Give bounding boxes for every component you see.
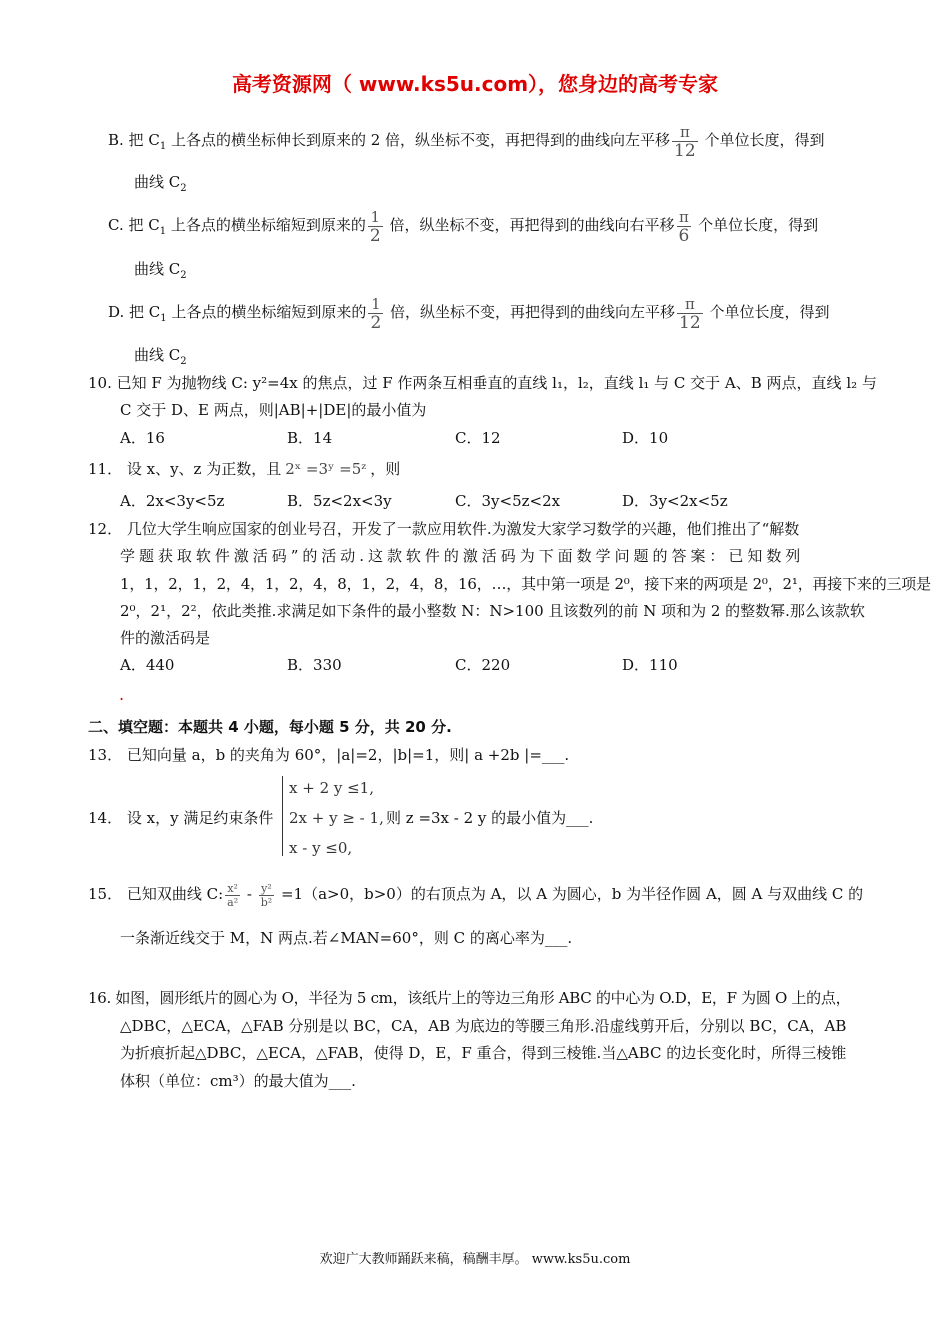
q9d-fraction-1: [368, 295, 383, 332]
q15-fraction-x: [225, 882, 240, 909]
q10-option-b: B．14: [287, 429, 333, 447]
q9d-cont: 曲线 C: [134, 346, 181, 364]
q15-f2-num: y²: [259, 882, 274, 896]
q12-line-3: 1，1，2，1，2，4，1，2，4，8，1，2，4，8，16，…，其中第一项是 2⁰，接下来的两项是 2⁰，2¹，再接下来的三项是: [120, 575, 931, 593]
q9d-post: 个单位长度，得到: [704, 303, 830, 321]
q9c-mid: 上各点的横坐标缩短到原来的: [166, 216, 366, 234]
q9c-f1-den: 2: [369, 225, 381, 246]
q12-line-4: 2⁰，2¹，2²，依此类推.求满足如下条件的最小整数 N：N>100 且该数列的前 N 项和为 2 的整数幂.那么该款软: [120, 602, 865, 620]
q9c-frac-num: π: [677, 208, 692, 227]
q9c-fraction-2: [677, 208, 692, 245]
q15-minus: -: [242, 885, 257, 903]
q9c-cont: 曲线 C: [134, 260, 181, 278]
section-2-title: 二、填空题：本题共 4 小题，每小题 5 分，共 20 分.: [88, 718, 452, 736]
q9c-fraction-1: [368, 208, 383, 245]
q9-option-b: [108, 118, 824, 169]
q15-line-1: [88, 872, 863, 916]
q10-line-2: C 交于 D、E 两点，则|AB|+|DE|的最小值为: [120, 401, 427, 419]
q9b-post: 个单位长度，得到: [699, 131, 825, 149]
q11-option-b: B．5z<2x<3y: [287, 492, 392, 510]
q12-option-d: D．110: [622, 656, 678, 674]
q12-option-b: B．330: [287, 656, 342, 674]
q16-line-3: 为折痕折起△DBC，△ECA，△FAB，使得 D，E，F 重合，得到三棱锥.当△ABC 的边长变化时，所得三棱锥: [120, 1044, 847, 1062]
q9-option-d: [108, 290, 829, 341]
q9b-frac-den: 12: [674, 140, 696, 161]
q9-option-b-cont: [134, 172, 187, 199]
q15-pre: 15． 已知双曲线 C:: [88, 885, 224, 903]
q9-option-c-cont: [134, 259, 187, 286]
q14-post: 则 z =3x - 2 y 的最小值为___.: [386, 809, 594, 827]
q11-post: ，则: [370, 460, 401, 478]
q9b-pre: B. 把 C: [108, 131, 160, 149]
q9-option-d-cont: [134, 345, 187, 372]
q14-constraint-2: 2x + y ≥ - 1,: [289, 809, 384, 827]
q15-line-2: 一条渐近线交于 M，N 两点.若∠MAN=60°，则 C 的离心率为___.: [120, 929, 573, 947]
q15-fraction-y: [259, 882, 274, 909]
q16-line-1: 16. 如图，圆形纸片的圆心为 O，半径为 5 cm，该纸片上的等边三角形 ABC 的中心为 O.D，E，F 为圆 O 上的点，: [88, 989, 851, 1007]
q14-constraint-1: x + 2 y ≤1,: [289, 779, 374, 797]
q9b-fraction: [672, 123, 698, 160]
q14-constraint-3: x - y ≤0,: [289, 839, 353, 857]
q9d-pre: D. 把 C: [108, 303, 161, 321]
q12-line-2: 学 题 获 取 软 件 激 活 码 ” 的 活 动 . 这 款 软 件 的 激 活 码 为 下 面 数 学 问 题 的 答 案 ： 已 知 数 列: [120, 547, 800, 565]
q9d-f1-num: 1: [368, 295, 383, 314]
q10-option-c: C．12: [455, 429, 501, 447]
q9c-frac-den: 6: [678, 225, 690, 246]
q10-option-d: D．10: [622, 429, 669, 447]
q9b-sub: 1: [159, 141, 167, 152]
q9d-f1-den: 2: [370, 312, 382, 333]
q9c-pre: C. 把 C: [108, 216, 160, 234]
q9-option-c: [108, 203, 818, 254]
red-dot-mark: .: [119, 685, 125, 704]
page-header-title: 高考资源网（ www.ks5u.com），您身边的高考专家: [231, 72, 719, 96]
q11-line-1: [88, 459, 400, 479]
q16-line-4: 体积（单位：cm³）的最大值为___.: [120, 1072, 356, 1090]
q9d-frac-den: 12: [679, 312, 701, 333]
q12-line-5: 件的激活码是: [120, 629, 211, 647]
q12-option-c: C．220: [455, 656, 511, 674]
q15-f1-den: a²: [227, 895, 239, 909]
q10-option-a: A．16: [120, 429, 165, 447]
q14-pre: 14． 设 x，y 满足约束条件: [88, 809, 274, 827]
q9b-cont-sub: 2: [180, 183, 187, 194]
q12-line-1: 12． 几位大学生响应国家的创业号召，开发了一款应用软件.为激发大家学习数学的兴趣，他们推出了“解数: [88, 520, 800, 538]
q9c-sub: 1: [159, 226, 167, 237]
q15-f2-den: b²: [260, 895, 273, 909]
q9b-frac-num: π: [672, 123, 698, 142]
page-footer: 欢迎广大教师踊跃来稿，稿酬丰厚。 www.ks5u.com: [319, 1252, 631, 1267]
q11-equation: 2ˣ =3ʸ =5ᶻ: [285, 460, 367, 478]
q11-option-d: D．3y<2x<5z: [622, 492, 728, 510]
q11-option-a: A．2x<3y<5z: [120, 492, 225, 510]
q12-option-a: A．440: [120, 656, 175, 674]
q9d-mid: 上各点的横坐标缩短到原来的: [166, 303, 367, 321]
q9b-cont: 曲线 C: [134, 173, 181, 191]
q9d-sub: 1: [160, 313, 167, 324]
q9d-mid2: 倍，纵坐标不变，再把得到的曲线向左平移: [385, 303, 676, 321]
q16-line-2: △DBC，△ECA，△FAB 分别是以 BC，CA，AB 为底边的等腰三角形.沿虚线剪开后，分别以 BC，CA，AB: [120, 1017, 847, 1035]
q9d-cont-sub: 2: [180, 356, 187, 367]
q9b-mid: 上各点的横坐标伸长到原来的 2 倍，纵坐标不变，再把得到的曲线向左平移: [166, 131, 671, 149]
q9d-frac-num: π: [677, 295, 703, 314]
q10-line-1: 10. 已知 F 为抛物线 C: y²=4x 的焦点，过 F 作两条互相垂直的直线 l₁，l₂，直线 l₁ 与 C 交于 A、B 两点，直线 l₂ 与: [88, 374, 877, 392]
q13-text: 13． 已知向量 a，b 的夹角为 60°，|a|=2，|b|=1，则| a +2b |=___.: [88, 746, 570, 764]
q15-post: =1（a>0，b>0）的右顶点为 A，以 A 为圆心，b 为半径作圆 A，圆 A 与双曲线 C 的: [276, 885, 864, 903]
q15-f1-num: x²: [225, 882, 240, 896]
q9c-cont-sub: 2: [180, 270, 187, 281]
q9c-f1-num: 1: [368, 208, 383, 227]
q11-option-c: C．3y<5z<2x: [455, 492, 561, 510]
q9c-mid2: 倍，纵坐标不变，再把得到的曲线向右平移: [384, 216, 675, 234]
q11-pre: 11． 设 x、y、z 为正数，且: [88, 460, 282, 478]
q9d-fraction-2: [677, 295, 703, 332]
q9c-post: 个单位长度，得到: [693, 216, 819, 234]
